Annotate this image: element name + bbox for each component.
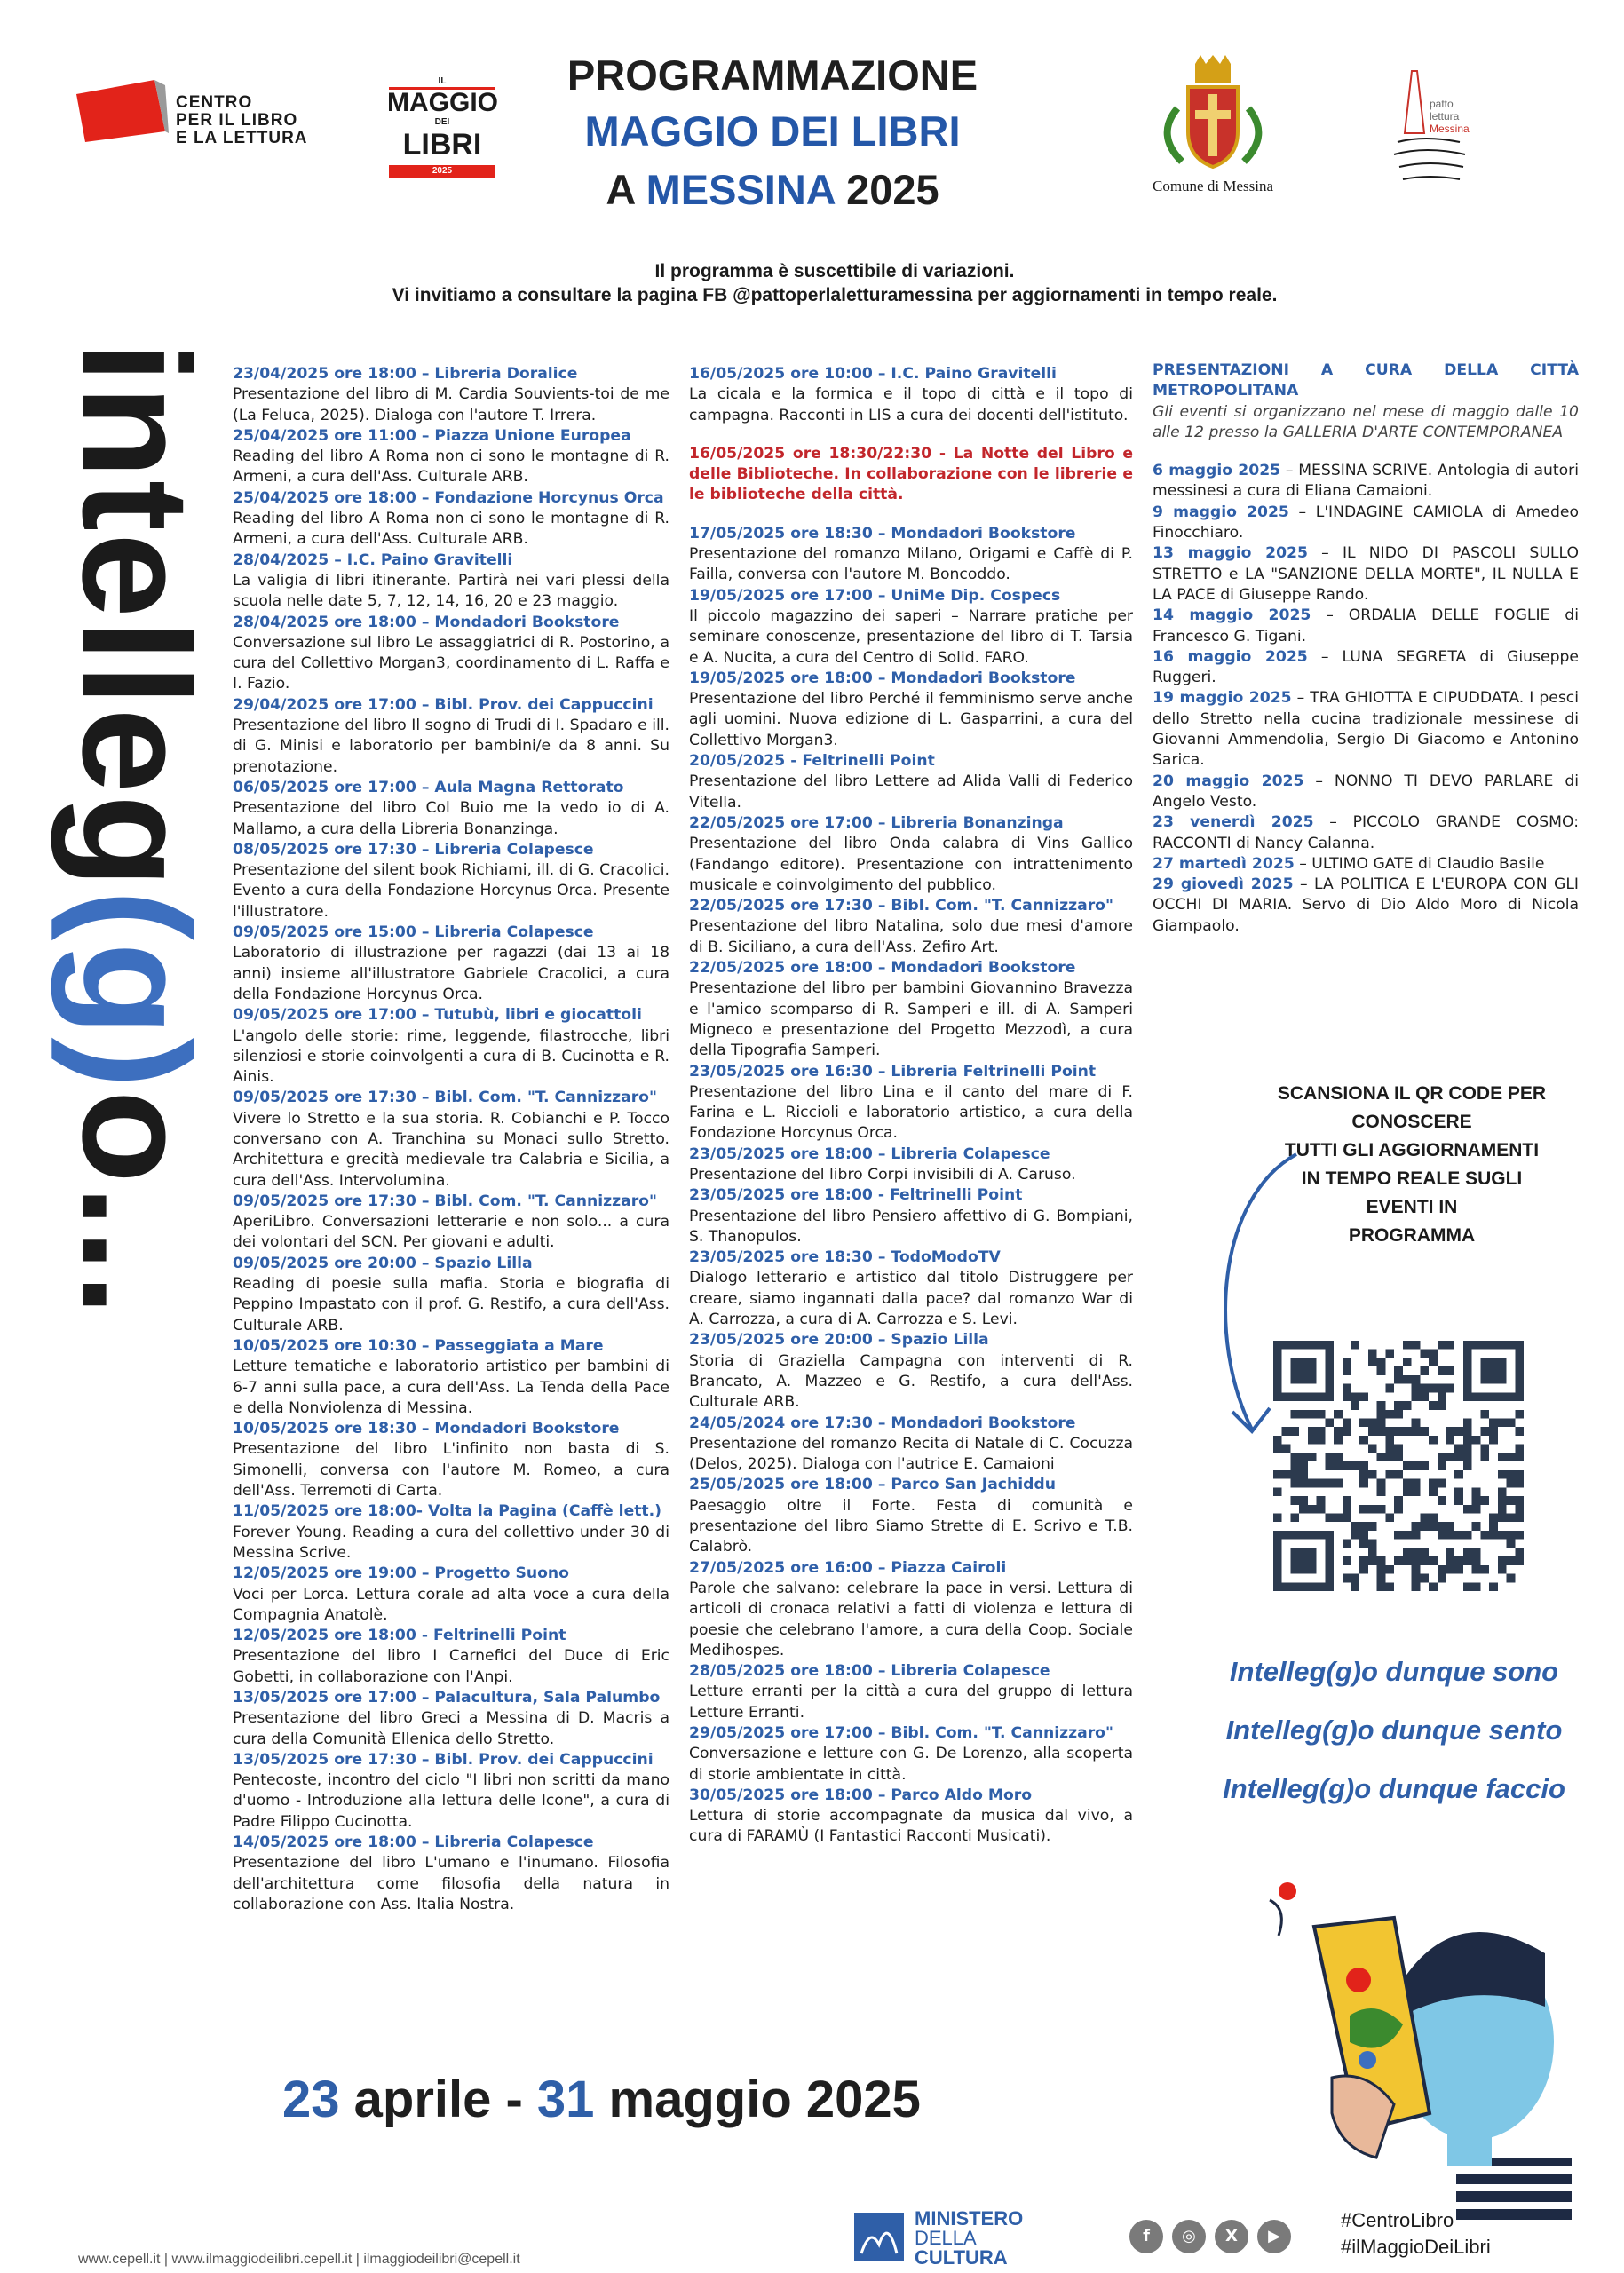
slogan: Intelleg(g)o dunque faccio: [1223, 1773, 1565, 1804]
events-column-2: [689, 364, 1133, 1848]
event-item: 28/04/2025 ore 18:00 – Mondadori Bookstore Conversazione sul libro Le assaggiatrici di R. Postorino, a cura del Collettivo Morgan3, coordinamento di L. Raffa e I. Fazio.: [233, 613, 669, 693]
logo-maggio-dei-libri: IL MAGGIO DEI LIBRI 2025: [387, 76, 498, 176]
slogan: Intelleg(g)o dunque sono: [1229, 1656, 1559, 1687]
event-item: 09/05/2025 ore 17:30 – Bibl. Com. "T. Cannizzaro" AperiLibro. Conversazioni letterarie e non solo... a cura dei volontari del SCN. Per giovani e adulti.: [233, 1192, 669, 1252]
event-item: 23/05/2025 ore 20:00 – Spazio Lilla Storia di Graziella Campagna con interventi di R. Brancato, A. Mazzeo e G. Restifo, a cura dell'Ass. Culturale ARB.: [689, 1331, 1133, 1412]
notice: Il programma è suscettibile di variazioni. Vi invitiamo a consultare la pagina FB @pattoperlaletturamessina per aggiornamenti in tempo reale.: [392, 261, 1278, 305]
event-item: 13/05/2025 ore 17:30 – Bibl. Prov. dei Cappuccini Pentecoste, incontro del ciclo "I libri non scritti da mano d'uomo - Introduzione alla lettura delle Icone", a cura di Padre Filippo Cucinotta.: [233, 1750, 669, 1831]
event-item: 10/05/2025 ore 10:30 – Passeggiata a Mare Letture tematiche e laboratorio artistico per bambini di 6-7 anni sulla pace, a cura dell'Ass. La Tenda della Pace e della Nonviolenza di Messina.: [233, 1336, 669, 1417]
event-item: 23/05/2025 ore 18:00 – Libreria Colapesce Presentazione del libro Corpi invisibili di A. Caruso.: [689, 1144, 1076, 1184]
event-item: 19/05/2025 ore 18:00 – Mondadori Bookstore Presentazione del libro Perché il femminismo serve anche agli uomini. Nuova edizione di L. Gasparrini, a cura del Collettivo Morgan3.: [689, 669, 1133, 749]
event-item: 29/04/2025 ore 17:00 – Bibl. Prov. dei Cappuccini Presentazione del libro Il sogno di Trudi di I. Spadaro e ill. di G. Minisi e laboratorio per bambini/e da 8 anni. Su prenotazione.: [233, 695, 669, 776]
event-item: 08/05/2025 ore 17:30 – Libreria Colapesce Presentazione del silent book Richiami, ill. di G. Cracolici. Evento a cura della Fondazione Horcynus Orca. Presente l'illustratore.: [233, 840, 669, 921]
ministero-emblem-icon: [852, 2209, 906, 2262]
event-item: 29/05/2025 ore 17:00 – Bibl. Com. "T. Cannizzaro" Conversazione e letture con G. De Lorenzo, alla scoperta di storie ambientate in città.: [689, 1724, 1133, 1784]
event-item: 14/05/2025 ore 18:00 – Libreria Colapesce Presentazione del libro L'umano e l'inumano. Filosofia dell'architettura come filosofia della natura in collaborazione con Ass. Italia Nostra.: [233, 1833, 669, 1913]
event-item: 10/05/2025 ore 18:30 – Mondadori Bookstore Presentazione del libro L'infinito non basta di S. Simonelli, conversa con l'autore M. Romeo, a cura dell'Ass. Terremoti di Carta.: [233, 1420, 669, 1501]
list-item: 16 maggio 2025 – LUNA SEGRETA di Giuseppe Ruggeri.: [1153, 647, 1579, 687]
list-item: 9 maggio 2025 – L'INDAGINE CAMIOLA di Amedeo Finocchiaro.: [1153, 503, 1580, 543]
event-item: 09/05/2025 ore 17:30 – Bibl. Com. "T. Cannizzaro" Vivere lo Stretto e la sua storia. R. Cobianchi e P. Tocco conversano con A. Tranchina su Monaci sullo Stretto. Architettura e grecità medievale tra Calabria e Sicilia, a cura dell'Ass. Intervolumina.: [233, 1089, 669, 1190]
event-item: 11/05/2025 ore 18:00- Volta la Pagina (Caffè lett.) Forever Young. Reading a cura del collettivo under 30 di Messina Scrive.: [233, 1502, 669, 1562]
event-item: 22/05/2025 ore 17:30 – Bibl. Com. "T. Cannizzaro" Presentazione del libro Natalina, solo due mesi d'amore di B. Siciliano, a cura dell'Ass. Zefiro Art.: [689, 897, 1133, 956]
event-item: 23/05/2025 ore 16:30 – Libreria Feltrinelli Point Presentazione del libro Lina e il canto del mare di F. Farina e L. Riccioli e laboratorio artistico, a cura della Fondazione Horcynus Orca.: [689, 1062, 1133, 1143]
list-item: 14 maggio 2025 – ORDALIA DELLE FOGLIE di Francesco G. Tigani.: [1153, 606, 1579, 645]
reader-illustration: [1234, 1865, 1572, 2220]
hashtags: [1341, 2207, 1491, 2261]
metropolitan-presentations: [1153, 360, 1579, 937]
event-item: 23/05/2025 ore 18:30 – TodoModoTV Dialogo letterario e artistico dal titolo Distruggere per creare, siamo ingannati dalla pace? dal romanzo War di A. Carrozza, a cura di A. Carrozza e S. Levi.: [689, 1248, 1133, 1329]
slogan: Intelleg(g)o dunque sento: [1225, 1715, 1563, 1746]
logo-ministero-cultura: MINISTERO DELLA CULTURA: [852, 2209, 1048, 2266]
hashtag: #CentroLibro: [1341, 2209, 1454, 2231]
cepell-name: CENTRO PER IL LIBRO E LA LETTURA: [176, 93, 308, 147]
event-item: 12/05/2025 ore 18:00 - Feltrinelli Point Presentazione del libro I Carnefici del Duce di Eric Gobetti, in collaborazione con l'Anpi.: [233, 1627, 669, 1686]
instagram-icon[interactable]: ◎: [1172, 2220, 1206, 2253]
event-item: 23/04/2025 ore 18:00 – Libreria Doralice Presentazione del libro di M. Cardia Souvients-toi de me (La Feluca, 2025). Dialoga con l'autore T. Irrera.: [233, 365, 669, 424]
event-item: 06/05/2025 ore 17:00 – Aula Magna Rettorato Presentazione del libro Col Buio me la vedo io di A. Mallamo, a cura della Libreria Bonanzinga.: [233, 778, 669, 838]
x-icon[interactable]: X: [1215, 2220, 1248, 2253]
event-item: 30/05/2025 ore 18:00 – Parco Aldo Moro Lettura di storie accompagnate da musica dal vivo, a cura di FARAMÙ (I Fantastici Racconti Musicati).: [689, 1786, 1133, 1846]
section-intro: Gli eventi si organizzano nel mese di maggio dalle 10 alle 12 presso la GALLERIA D'ARTE CONTEMPORANEA: [1153, 402, 1579, 441]
hashtag: #ilMaggioDeiLibri: [1341, 2236, 1491, 2258]
event-item: 25/05/2025 ore 18:00 – Parco San Jachiddu Paesaggio oltre il Forte. Festa di comunità e presentazione del libro Siamo Strette di E. Scrivo e T.B. Calabrò.: [689, 1476, 1133, 1556]
events-column-1: [233, 364, 669, 1915]
list-item: 20 maggio 2025 – NONNO TI DEVO PARLARE di Angelo Vesto.: [1153, 772, 1579, 811]
event-item: 22/05/2025 ore 17:00 – Libreria Bonanzinga Presentazione del libro Onda calabra di Vins Gallico (Fandango editore). Presentazione con intrattenimento musicale e coinvolgimento del pubblico.: [689, 813, 1133, 894]
footer-links[interactable]: www.cepell.it | www.ilmaggiodeilibri.cepell.it | ilmaggiodeilibri@cepell.it: [78, 2252, 520, 2267]
list-item: 19 maggio 2025 – TRA GHIOTTA E CIPUDDATA. I pesci dello Stretto nella cucina tradizionale messinese di Giovanni Ammendolia, Sergio Di Giacomo e Antonino Sarica.: [1153, 689, 1579, 770]
list-item: 13 maggio 2025 – IL NIDO DI PASCOLI SULLO STRETTO e LA "SANZIONE DELLA MORTE", IL NULLA E LA PACE di Giuseppe Rando.: [1153, 544, 1579, 604]
logo-comune-di-messina: Comune di Messina: [1151, 55, 1275, 197]
event-item: 19/05/2025 ore 17:00 – UniMe Dip. Cospecs Il piccolo magazzino dei saperi – Narrare pratiche per seminare conoscenze, presentazione del libro di T. Tarsia e A. Nucita, a cura del Centro di Solid. FARO.: [689, 586, 1133, 667]
list-item: 6 maggio 2025 – MESSINA SCRIVE. Antologia di autori messinesi a cura di Eliana Camaioni.: [1153, 462, 1579, 501]
event-item: 22/05/2025 ore 18:00 – Mondadori Bookstore Presentazione del libro per bambini Giovannino Bravezza e l'amico scomparso di R. Samperi e ill. di A. Samperi Migneco e presentazione del Progetto Mezzodì, a cura della Tipografia Samperi.: [689, 959, 1133, 1060]
section-title: PRESENTAZIONI A CURA DELLA CITTÀ METROPOLITANA: [1153, 361, 1579, 400]
event-item: 25/04/2025 ore 11:00 – Piazza Unione Europea Reading del libro A Roma non ci sono le montagne di R. Armeni, a cura dell'Ass. Culturale ARB.: [233, 426, 669, 487]
social-links: [1129, 2220, 1307, 2259]
event-item: 23/05/2025 ore 18:00 - Feltrinelli Point Presentazione del libro Pensiero affettivo di G. Bompiani, S. Thanopulos.: [689, 1186, 1133, 1246]
event-item: 12/05/2025 ore 19:00 – Progetto Suono Voci per Lorca. Lettura corale ad alta voce a cura della Compagnia Anatolè.: [233, 1564, 669, 1624]
list-item: 23 venerdì 2025 – PICCOLO GRANDE COSMO: RACCONTI di Nancy Calanna.: [1153, 813, 1579, 852]
event-item: 09/05/2025 ore 17:00 – Tutubù, libri e giocattoli L'angolo delle storie: rime, leggende, filastrocche, libri silenziosi e storie coinvolgenti a cura di B. Cucinotta e R. Ainis.: [233, 1006, 669, 1087]
event-item: 16/05/2025 ore 10:00 – I.C. Paino Gravitelli La cicala e la formica e il topo di città e il topo di campagna. Racconti in LIS a cura dei docenti dell'istituto.: [689, 365, 1133, 424]
event-item: 28/05/2025 ore 18:00 – Libreria Colapesce Letture erranti per la città a cura del gruppo di lettura Letture Erranti.: [689, 1662, 1133, 1722]
facebook-icon[interactable]: f: [1129, 2220, 1163, 2253]
event-item: 28/04/2025 – I.C. Paino Gravitelli La valigia di libri itinerante. Partirà nei vari plessi della scuola nelle date 5, 7, 12, 14, 16, 20 e 23 maggio.: [233, 550, 669, 611]
event-item: 24/05/2024 ore 17:30 – Mondadori Bookstore Presentazione del romanzo Recita di Natale di C. Cocuzza (Delos, 2025). Dialoga con l'autrice E. Camaioni: [689, 1414, 1133, 1474]
event-item: 20/05/2025 - Feltrinelli Point Presentazione del libro Lettere ad Alida Valli di Federico Vitella.: [689, 752, 1133, 812]
event-item: 09/05/2025 ore 15:00 – Libreria Colapesce Laboratorio di illustrazione per ragazzi (dai 13 ai 18 anni) insieme all'illustratore Gabriele Cracolici, a cura della Fondazione Horcynus Orca.: [233, 923, 669, 1003]
event-item: 17/05/2025 ore 18:30 – Mondadori Bookstore Presentazione del romanzo Milano, Origami e Caffè di P. Failla, conversa con l'autore M. Boncoddo.: [689, 524, 1133, 584]
logo-cepell: [76, 78, 343, 147]
list-item: 27 martedì 2025 – ULTIMO GATE di Claudio Basile: [1153, 854, 1545, 873]
logo-patto-lettura: patto lettura Messina: [1385, 62, 1492, 195]
list-item: 29 giovedì 2025 – LA POLITICA E L'EUROPA CON GLI OCCHI DI MARIA. Servo di Dio Aldo Moro di Nicola Giampaolo.: [1153, 875, 1580, 935]
slogans: [1190, 1643, 1598, 1818]
event-highlight: 16/05/2025 ore 18:30/22:30 - La Notte del Libro e delle Biblioteche. In collaborazione con le librerie e le biblioteche della città.: [689, 444, 1133, 504]
event-item: 09/05/2025 ore 20:00 – Spazio Lilla Reading di poesie sulla mafia. Storia e biografia di Peppino Impastato con il prof. G. Restifo, a cura dell'Ass. Culturale ARB.: [233, 1254, 669, 1334]
qr-code[interactable]: [1273, 1341, 1524, 1591]
qr-caption: SCANSIONA IL QR CODE PER CONOSCERE TUTTI GLI AGGIORNAMENTI IN TEMPO REALE SUGLI EVENTI IN PROGRAMMA: [1277, 1083, 1547, 1246]
event-dates: 23 aprile - 31 maggio 2025: [282, 2071, 921, 2128]
youtube-icon[interactable]: ▶: [1257, 2220, 1291, 2253]
event-item: 13/05/2025 ore 17:00 – Palacultura, Sala Palumbo Presentazione del libro Greci a Messina di D. Macris a cura della Comunità Ellenica dello Stretto.: [233, 1689, 669, 1748]
event-item: 25/04/2025 ore 18:00 – Fondazione Horcynus Orca Reading del libro A Roma non ci sono le montagne di R. Armeni, a cura dell'Ass. Culturale ARB.: [233, 488, 669, 549]
coat-of-arms-icon: [1151, 55, 1275, 175]
vertical-intelleggo: intelleg(g)o...: [51, 341, 221, 1319]
cepell-book-icon: [76, 78, 169, 142]
page-title: PROGRAMMAZIONE MAGGIO DEI LIBRI A MESSINA 2025: [566, 51, 978, 213]
event-item: 27/05/2025 ore 16:00 – Piazza Cairoli Parole che salvano: celebrare la pace in versi. Lettura di articoli di cronaca relativi a fatti di violenza e lettura di poesie che celebrano l'amore, a cura della Coop. Sociale Medihospes.: [689, 1558, 1133, 1659]
